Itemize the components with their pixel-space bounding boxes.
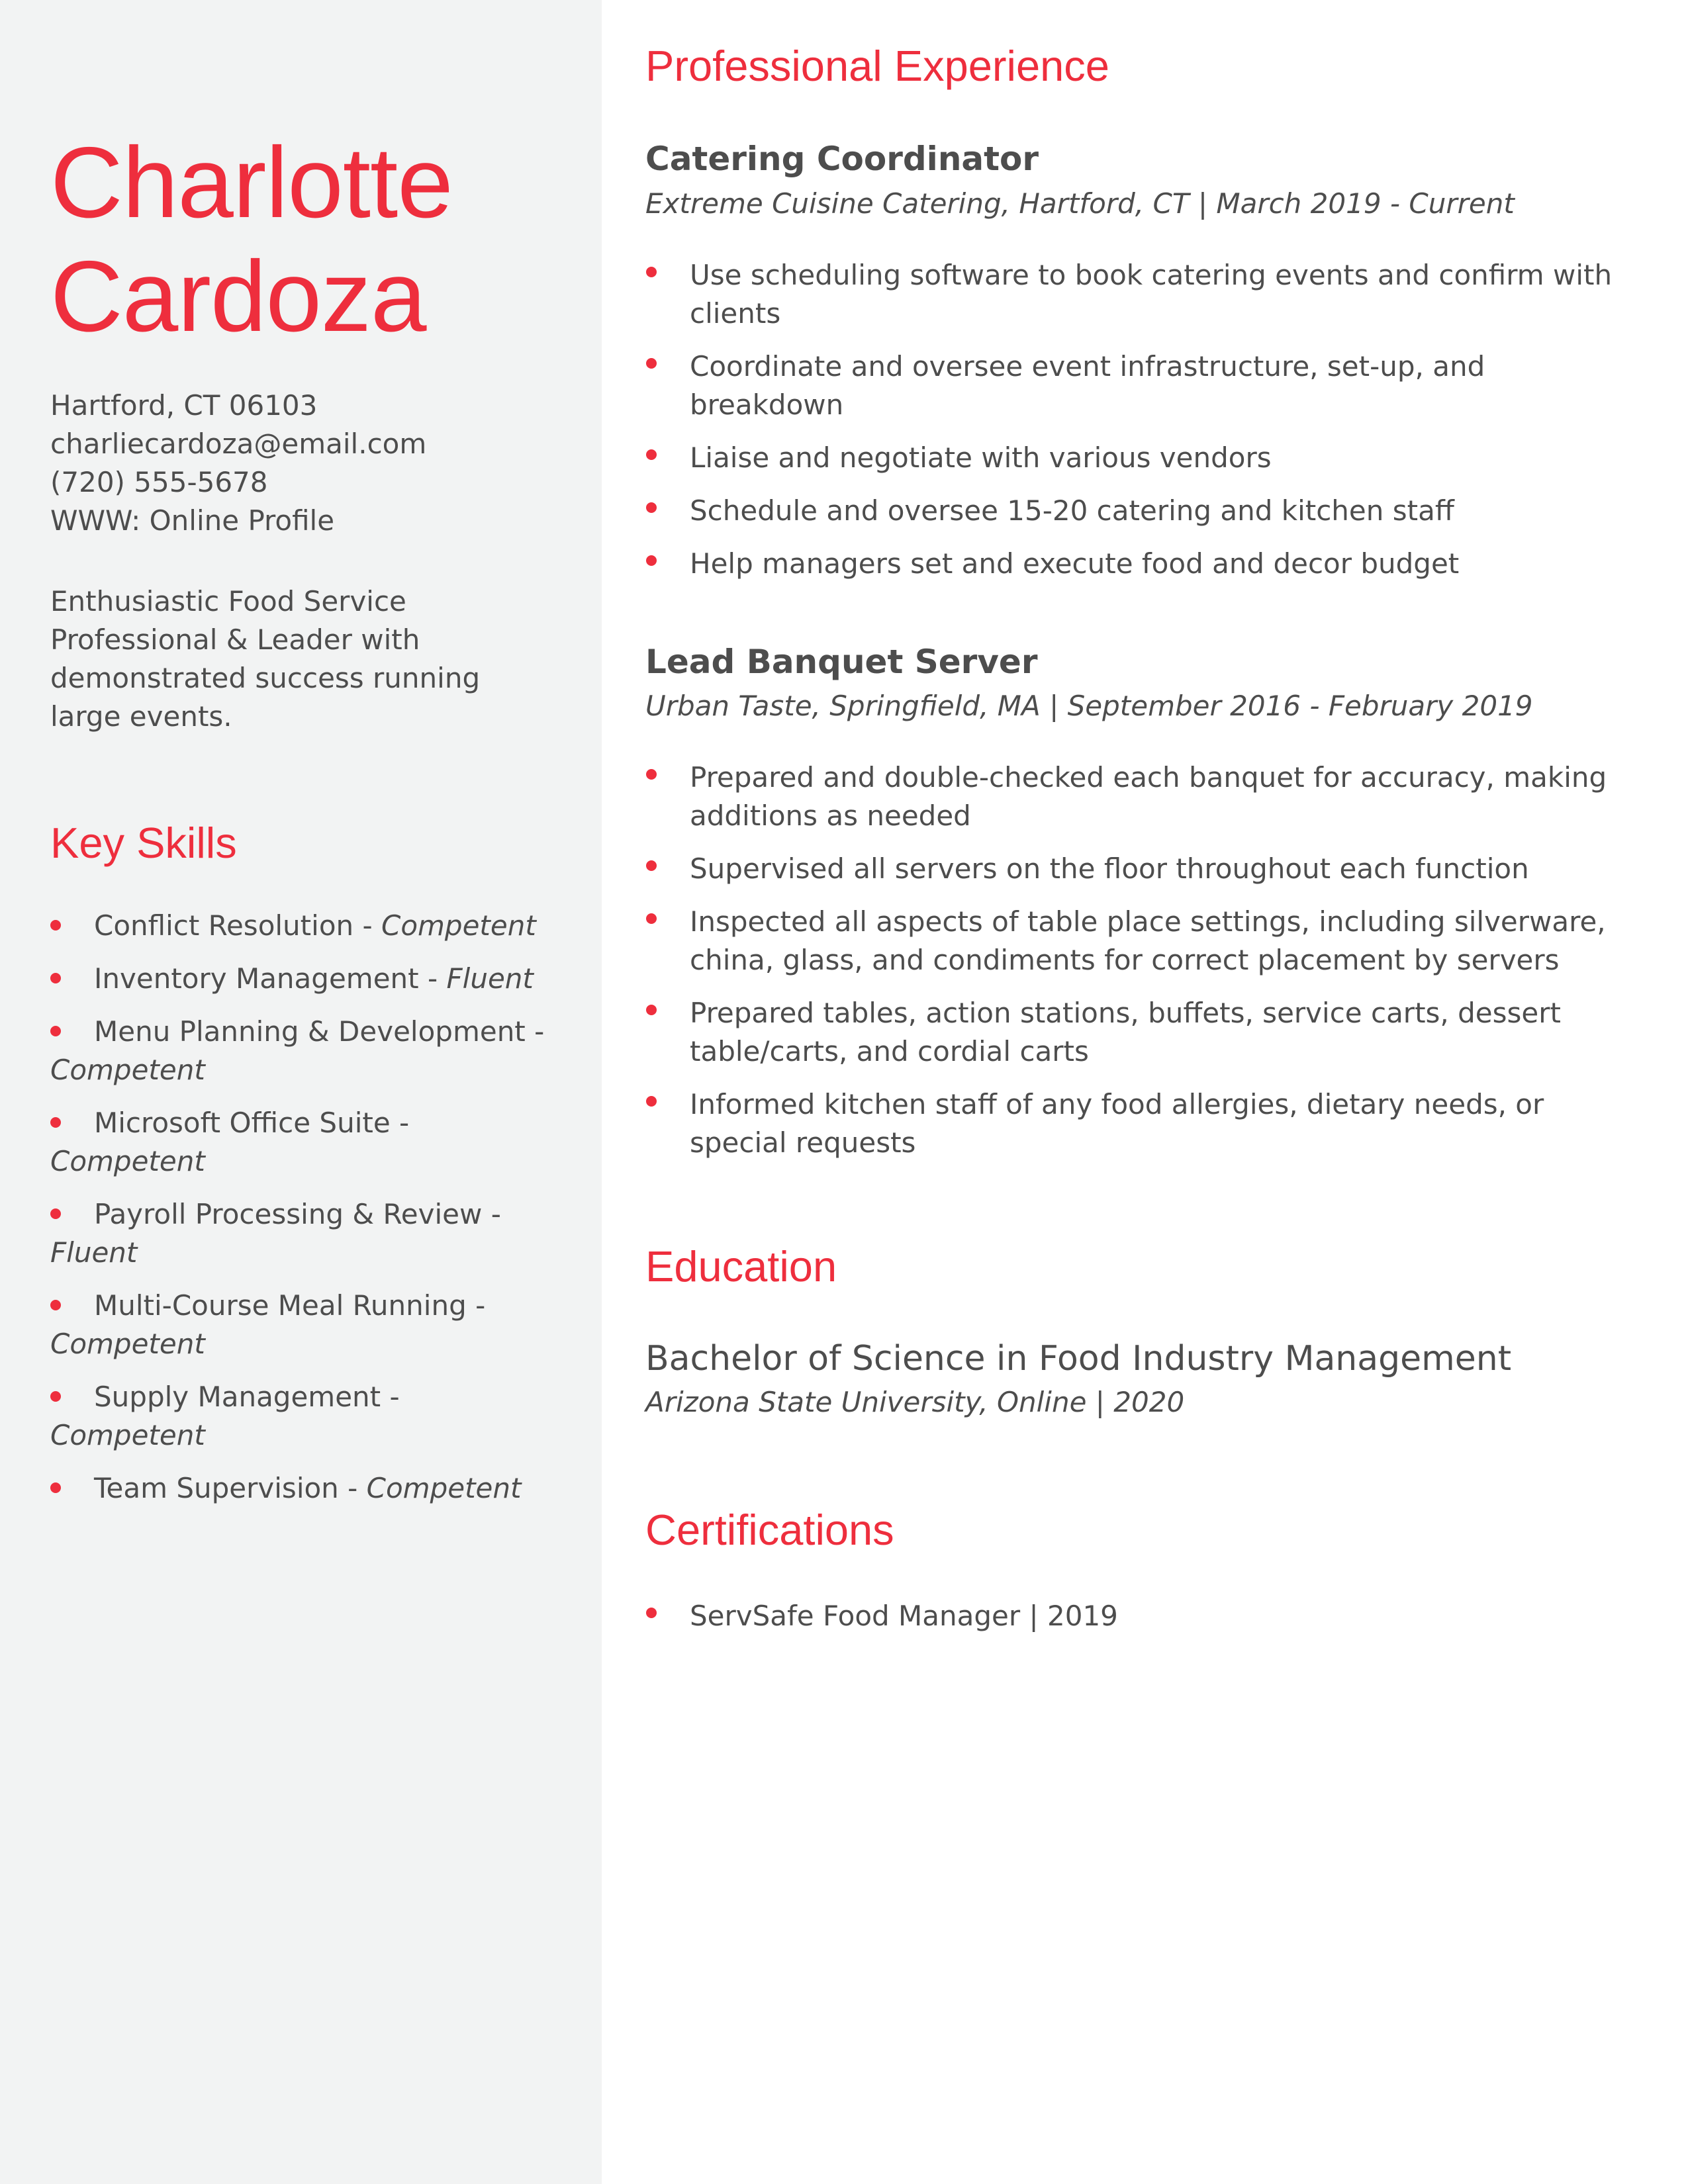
skill-name: Conflict Resolution (94, 909, 354, 942)
phone-number: (720) 555-5678 (50, 466, 268, 498)
job-bullet: Informed kitchen staff of any food allergies, dietary needs, or special requests (645, 1085, 1625, 1162)
graduation-year: 2020 (1113, 1386, 1185, 1418)
bullet-icon (646, 769, 657, 780)
job-bullet: Schedule and oversee 15-20 catering and kitchen staff (645, 492, 1625, 530)
bullet-icon (50, 1117, 61, 1128)
certifications-list (645, 1597, 1625, 1650)
skill-level: Competent (50, 1145, 205, 1177)
bullet-icon (50, 1026, 61, 1036)
job-company: Extreme Cuisine Catering, Hartford, CT (645, 187, 1190, 220)
skill-level: Competent (381, 909, 536, 942)
skill-item: Menu Planning & Development - Competent (50, 1015, 545, 1086)
skill-level: Fluent (50, 1236, 138, 1269)
candidate-name (50, 126, 453, 353)
first-name: Charlotte (50, 126, 453, 239)
contact-info (50, 387, 426, 540)
skill-item: Conflict Resolution - Competent (50, 907, 553, 945)
certification-item: ServSafe Food Manager | 2019 (645, 1597, 1625, 1635)
website-link[interactable]: WWW: Online Profile (50, 504, 335, 537)
skill-name: Inventory Management (94, 962, 419, 995)
degree-title: Bachelor of Science in Food Industry Management (645, 1339, 1512, 1379)
job-bullet: Liaise and negotiate with various vendors (645, 439, 1625, 477)
skill-item: Multi-Course Meal Running - Competent (50, 1289, 486, 1360)
job-dates: March 2019 - Current (1216, 187, 1515, 220)
skill-level: Competent (50, 1419, 205, 1451)
job-meta: Extreme Cuisine Catering, Hartford, CT | March 2019 - Current (645, 187, 1515, 220)
bullet-icon (646, 555, 657, 566)
job-bullet: Prepared and double-checked each banquet for accuracy, making additions as needed (645, 758, 1625, 835)
job-title: Catering Coordinator (645, 140, 1039, 178)
job-bullets (645, 758, 1625, 1177)
job-bullet: Use scheduling software to book catering events and confirm with clients (645, 256, 1625, 333)
job-meta: Urban Taste, Springfield, MA | September 2016 - February 2019 (645, 690, 1533, 722)
skill-item: Inventory Management - Fluent (50, 960, 553, 998)
skill-level: Competent (366, 1472, 522, 1504)
bullet-icon (646, 358, 657, 369)
bullet-icon (646, 449, 657, 460)
address: Hartford, CT 06103 (50, 389, 318, 422)
bullet-icon (50, 1300, 61, 1310)
bullet-icon (646, 913, 657, 924)
sidebar (0, 0, 602, 2184)
skill-level: Fluent (446, 962, 534, 995)
skill-level: Competent (50, 1054, 205, 1086)
skill-level: Competent (50, 1328, 205, 1360)
bullet-icon (646, 1608, 657, 1618)
skill-name: Team Supervision (94, 1472, 339, 1504)
profile-summary: Enthusiastic Food Service Professional & Leader with demonstrated success running large events. (50, 585, 481, 733)
bullet-icon (646, 1005, 657, 1015)
experience-heading: Professional Experience (645, 42, 1109, 90)
skill-item: Team Supervision - Competent (50, 1469, 553, 1508)
skill-name: Menu Planning & Development (94, 1015, 526, 1048)
bullet-icon (646, 502, 657, 513)
job-bullet: Coordinate and oversee event infrastructure, set-up, and breakdown (645, 347, 1625, 424)
bullet-icon (646, 1096, 657, 1107)
skill-item: Supply Management - Competent (50, 1381, 400, 1451)
job-company: Urban Taste, Springfield, MA (645, 690, 1041, 722)
skill-name: Microsoft Office Suite (94, 1107, 391, 1139)
skill-name: Payroll Processing & Review (94, 1198, 483, 1230)
skill-name: Multi-Course Meal Running (94, 1289, 467, 1322)
skill-item: Payroll Processing & Review - Fluent (50, 1198, 501, 1269)
bullet-icon (50, 1208, 61, 1219)
skills-list (50, 907, 553, 1522)
skill-item: Microsoft Office Suite - Competent (50, 1107, 410, 1177)
key-skills-heading: Key Skills (50, 819, 237, 867)
bullet-icon (50, 973, 61, 983)
job-bullet: Inspected all aspects of table place settings, including silverware, china, glass, and condiments for correct placement by servers (645, 903, 1625, 979)
email-link[interactable]: charliecardoza@email.com (50, 428, 427, 460)
job-bullet: Prepared tables, action stations, buffets, service carts, dessert table/carts, and cordial carts (645, 994, 1625, 1071)
job-dates: September 2016 - February 2019 (1067, 690, 1533, 722)
school-name: Arizona State University, Online (645, 1386, 1087, 1418)
job-title: Lead Banquet Server (645, 643, 1038, 681)
last-name: Cardoza (50, 240, 426, 353)
bullet-icon (50, 920, 61, 931)
education-heading: Education (645, 1242, 837, 1291)
bullet-icon (50, 1482, 61, 1493)
bullet-icon (50, 1391, 61, 1402)
job-bullets (645, 256, 1625, 598)
certifications-heading: Certifications (645, 1506, 894, 1554)
education-meta: Arizona State University, Online | 2020 (645, 1386, 1185, 1418)
job-bullet: Supervised all servers on the floor throughout each function (645, 850, 1625, 888)
skill-name: Supply Management (94, 1381, 381, 1413)
job-bullet: Help managers set and execute food and decor budget (645, 545, 1625, 583)
bullet-icon (646, 267, 657, 277)
bullet-icon (646, 860, 657, 871)
